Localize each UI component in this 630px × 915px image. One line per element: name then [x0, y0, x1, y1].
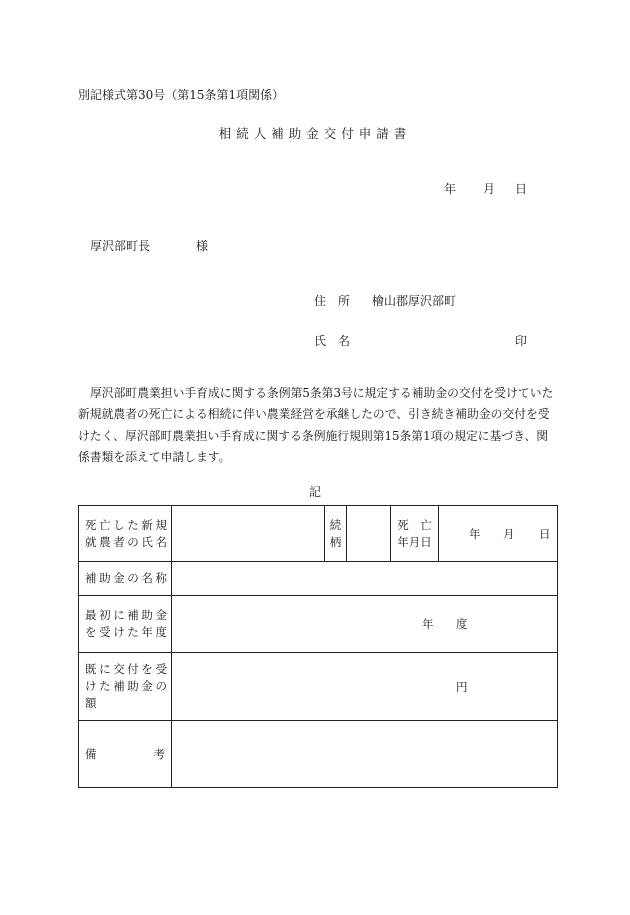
address-label: 住 所 [314, 294, 351, 308]
death-day-unit: 日 [539, 526, 551, 541]
table-row [79, 596, 558, 653]
date-day: 日 [515, 182, 528, 196]
paid-amount-label-line3: 額 [85, 696, 97, 710]
relation-field[interactable] [347, 506, 391, 562]
deceased-name-label-line2: 就農者の氏名 [85, 534, 167, 549]
first-year-label-line1: 最初に補助金 [85, 608, 167, 622]
relation-label-line2: 柄 [329, 534, 342, 549]
death-date-label-line1: 死 亡 [397, 517, 432, 532]
paid-amount-field[interactable] [172, 653, 558, 721]
remarks-label-left: 備 [85, 747, 97, 761]
ki-heading: 記 [308, 485, 321, 499]
table-row [79, 506, 558, 562]
document-title: 相続人補助金交付申請書 [218, 126, 412, 141]
paid-amount-yen: 円 [456, 679, 468, 694]
seal-mark: 印 [515, 334, 528, 348]
death-year-unit: 年 [469, 526, 481, 541]
date-month: 月 [483, 182, 496, 196]
first-year-field[interactable] [172, 596, 558, 653]
remarks-label [79, 721, 172, 788]
subsidy-name-field[interactable] [172, 562, 558, 596]
name-label: 氏 名 [314, 334, 351, 348]
date-year: 年 [444, 182, 457, 196]
table-row [79, 721, 558, 788]
relation-label-line1: 続 [329, 517, 342, 532]
addressee-name: 厚沢部町長 [90, 239, 151, 253]
body-text: 厚沢部町農業担い手育成に関する条例第5条第3号に規定する補助金の交付を受けていた新規就農者の死亡による相続に伴い農業経営を承継したので、引き続き補助金の交付を受けたく、厚沢部町農業担い手育成に関する条例施行規則第15条第1項の規定に基づき、関係書類を添えて申請します。 [78, 386, 554, 465]
application-table [78, 505, 558, 788]
death-date-label-line2: 年月日 [397, 534, 432, 549]
first-year-label [79, 596, 172, 653]
deceased-name-field[interactable] [172, 506, 325, 562]
first-year-do: 度 [456, 617, 468, 631]
address-value: 檜山郡厚沢部町 [372, 294, 457, 308]
subsidy-name-label: 補助金の名称 [79, 562, 172, 596]
paid-amount-label-line1: 既に交付を受 [85, 662, 167, 676]
first-year-label-line2: を受けた年度 [85, 625, 167, 639]
death-date-label [391, 506, 439, 562]
death-month-unit: 月 [503, 526, 515, 541]
death-date-field[interactable] [439, 506, 558, 562]
first-year-nen: 年 [422, 617, 434, 631]
relation-label [325, 506, 347, 562]
deceased-name-label [79, 506, 172, 562]
addressee-honorific: 様 [196, 239, 209, 253]
remarks-field[interactable] [172, 721, 558, 788]
paid-amount-label [79, 653, 172, 721]
deceased-name-label-line1: 死亡した新規 [85, 517, 167, 532]
table-row [79, 562, 558, 596]
form-id: 別記様式第30号（第15条第1項関係） [78, 88, 285, 102]
paid-amount-label-line2: けた補助金の [85, 679, 167, 693]
table-row [79, 653, 558, 721]
remarks-label-right: 考 [153, 747, 165, 761]
